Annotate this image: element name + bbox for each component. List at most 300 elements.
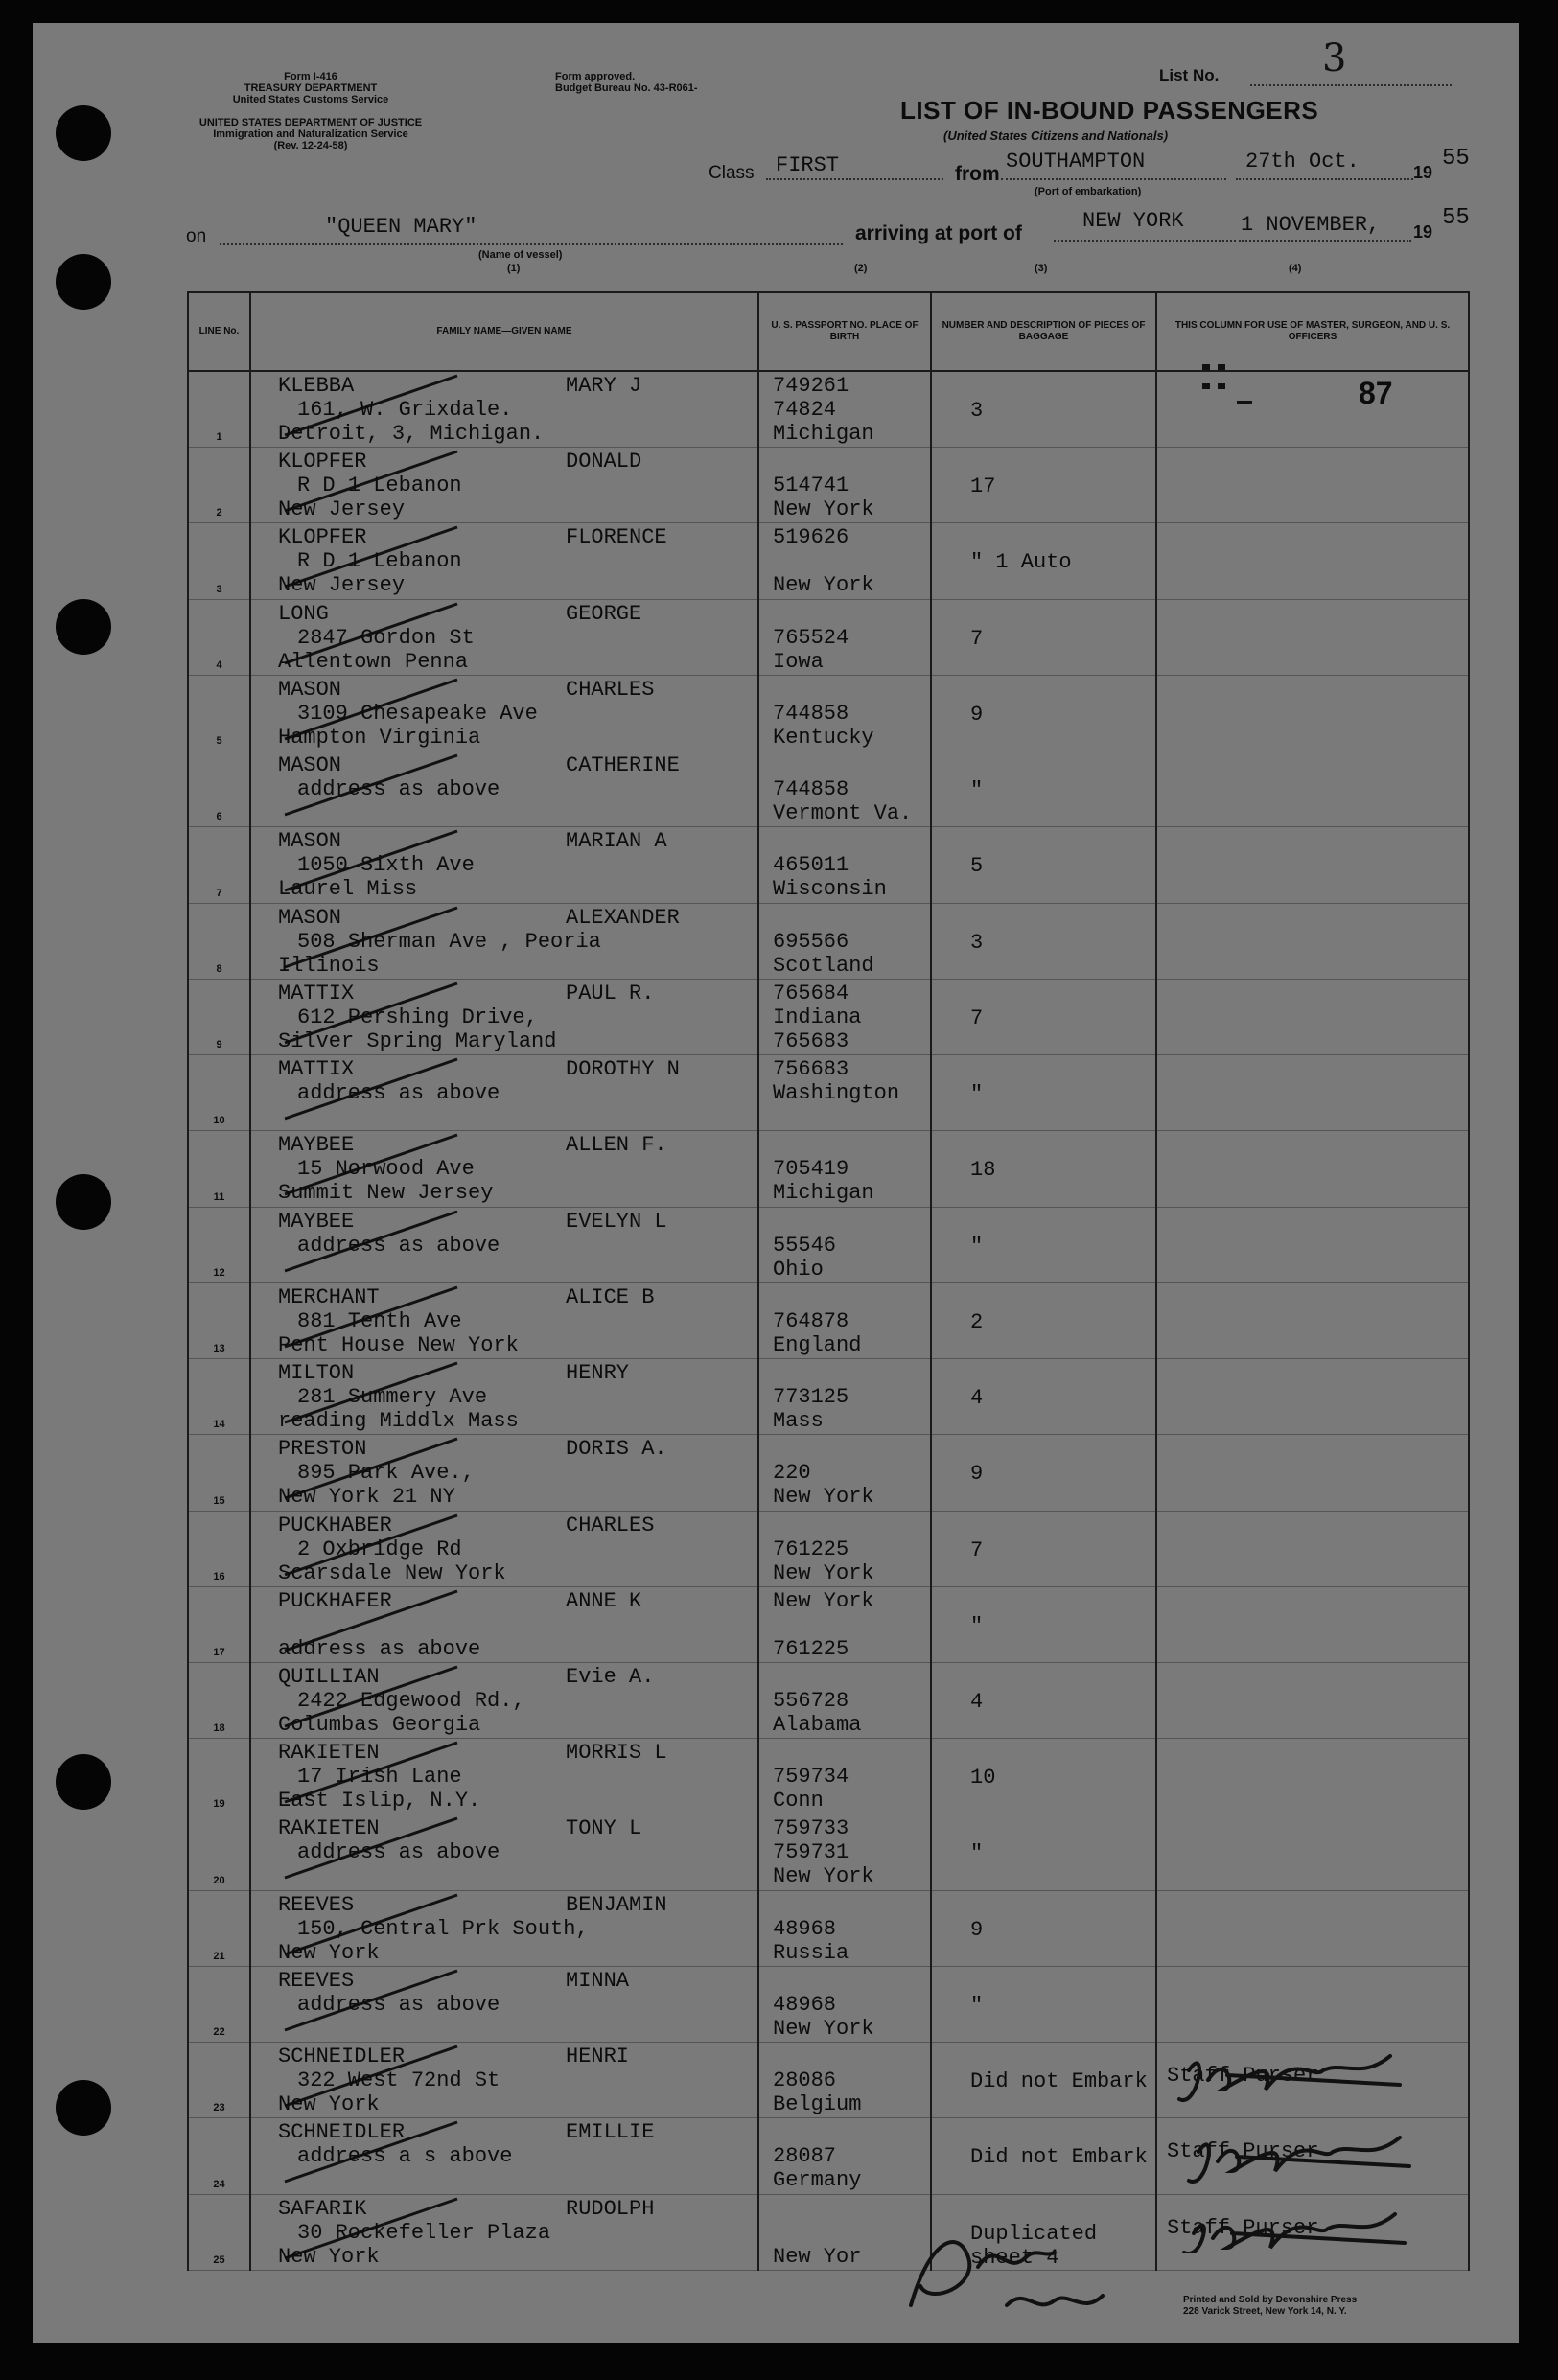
table-row (188, 1511, 1469, 1586)
given-name: TONY L (566, 1816, 642, 1841)
passport-line-3: New York (773, 497, 874, 522)
baggage-value: " (970, 1613, 984, 1638)
printer-address: 228 Varick Street, New York 14, N. Y. (1183, 2306, 1347, 2317)
baggage-value: 7 (970, 1537, 984, 1562)
address-line-1: 30 Rockefeller Plaza (297, 2220, 551, 2245)
baggage-value: 17 (970, 474, 996, 499)
given-name: PAUL R. (566, 981, 655, 1005)
line-cell (188, 1282, 250, 1358)
passport-line-3: Alabama (773, 1712, 862, 1737)
vessel-col-num: (1) (507, 263, 521, 274)
name-cell (250, 1282, 758, 1358)
address-line-2: Detroit, 3, Michigan. (278, 422, 545, 446)
form-justice-block (176, 117, 445, 151)
passport-line-2: 773125 (773, 1385, 849, 1410)
address-line-1: address as above (297, 1081, 500, 1106)
baggage-value: 3 (970, 930, 984, 955)
vessel-name: "QUEEN MARY" (325, 215, 477, 239)
passport-line-3: New York (773, 2016, 874, 2041)
arrival-date: 1 NOVEMBER, (1241, 213, 1381, 237)
line-cell (188, 1890, 250, 1966)
passport-line-2: 765524 (773, 625, 849, 650)
baggage-cell (931, 979, 1156, 1054)
name-cell (250, 371, 758, 448)
line-cell (188, 523, 250, 599)
baggage-value: 10 (970, 1766, 996, 1791)
name-cell (250, 523, 758, 599)
form-approval (555, 71, 698, 94)
passport-line-3: New Yor (773, 2244, 862, 2269)
punch-hole (56, 2080, 111, 2136)
address-line-1: 17 Irish Lane (297, 1765, 462, 1790)
name-cell (250, 1359, 758, 1435)
passport-cell (758, 1739, 931, 1814)
line-number: 22 (213, 2026, 225, 2039)
printer-credit (1183, 2295, 1357, 2318)
given-name: EMILLIE (566, 2120, 655, 2145)
line-cell (188, 903, 250, 979)
baggage-cell (931, 1282, 1156, 1358)
family-name: RAKIETEN (278, 1741, 380, 1766)
col-officers-header: THIS COLUMN FOR USE OF MASTER, SURGEON, AND U. S. OFFICERS (1156, 292, 1469, 371)
baggage-cell (931, 371, 1156, 448)
family-name: MILTON (278, 1361, 355, 1386)
passport-line-2: 48968 (773, 1916, 837, 1941)
address-line-1: address a s above (297, 2144, 513, 2169)
arriving-label: arriving at port of (855, 222, 1022, 244)
family-name: PRESTON (278, 1437, 367, 1462)
address-line-2: New Jersey (278, 497, 406, 522)
name-cell (250, 751, 758, 827)
baggage-cell (931, 1511, 1156, 1586)
table-row (188, 1055, 1469, 1131)
table-row (188, 1359, 1469, 1435)
address-line-1: address as above (297, 1233, 500, 1258)
line-number: 24 (213, 2178, 225, 2190)
baggage-value: " (970, 1841, 984, 1866)
punch-hole (56, 1754, 111, 1810)
arrival-century: 19 (1413, 222, 1433, 242)
passport-line-3: 765683 (773, 1028, 849, 1053)
address-line-1: 15 Norwood Ave (297, 1157, 475, 1182)
given-name: MARY J (566, 374, 642, 398)
passport-cell (758, 903, 931, 979)
baggage-cell (931, 1435, 1156, 1511)
baggage-value: Duplicated sheet 4 (970, 2221, 1098, 2270)
officer-cell (1156, 1055, 1469, 1131)
baggage-cell (931, 751, 1156, 827)
col-num-3: (3) (1035, 263, 1048, 274)
name-cell (250, 1814, 758, 1890)
address-line-1: 322 West 72nd St (297, 2068, 500, 2093)
family-name: MASON (278, 829, 342, 854)
baggage-cell (931, 1662, 1156, 1738)
family-name: MAYBEE (278, 1133, 355, 1158)
given-name: ALICE B (566, 1284, 655, 1309)
officer-note: Staff Purser (1167, 2064, 1319, 2089)
address-line-2: Laurel Miss (278, 877, 418, 902)
family-name: LONG (278, 601, 329, 626)
address-line-1: R D 1 Lebanon (297, 549, 462, 574)
officer-cell (1156, 1814, 1469, 1890)
passport-cell (758, 979, 931, 1054)
passport-line-2: 764878 (773, 1308, 849, 1333)
officer-cell (1156, 448, 1469, 523)
baggage-cell (931, 523, 1156, 599)
passport-line-2: 744858 (773, 777, 849, 802)
line-cell (188, 827, 250, 903)
address-line-1: R D 1 Lebanon (297, 474, 462, 498)
address-line-2: East Islip, N.Y. (278, 1789, 481, 1814)
passport-line-3: New York (773, 1864, 874, 1889)
line-cell (188, 1814, 250, 1890)
line-number: 6 (216, 811, 222, 823)
passport-line-1: 756683 (773, 1057, 849, 1082)
officer-cell (1156, 1739, 1469, 1814)
line-cell (188, 1207, 250, 1282)
address-line-2: Columbas Georgia (278, 1712, 481, 1737)
list-no-label: List No. (1159, 66, 1220, 84)
name-cell (250, 1511, 758, 1586)
baggage-cell (931, 675, 1156, 751)
baggage-value: 3 (970, 399, 984, 423)
passport-cell (758, 523, 931, 599)
vessel-line (220, 243, 843, 245)
passport-line-3: Belgium (773, 2092, 862, 2117)
line-number: 14 (213, 1419, 225, 1431)
officer-cell (1156, 827, 1469, 903)
address-line-1: 1050 Sixth Ave (297, 853, 475, 878)
punch-hole (56, 105, 111, 161)
line-number: 9 (216, 1039, 222, 1051)
officer-cell (1156, 979, 1469, 1054)
baggage-value: 4 (970, 1689, 984, 1714)
name-cell (250, 1662, 758, 1738)
family-name: SAFARIK (278, 2196, 367, 2221)
line-number: 19 (213, 1798, 225, 1811)
baggage-value: 2 (970, 1309, 984, 1334)
passport-cell (758, 751, 931, 827)
family-name: MASON (278, 753, 342, 778)
passport-line-3: Russia (773, 1940, 849, 1965)
passport-line-3: Scotland (773, 953, 874, 978)
arrival-port: NEW YORK (1082, 209, 1184, 233)
officer-cell (1156, 1282, 1469, 1358)
class-label: Class (709, 163, 755, 183)
baggage-value: 18 (970, 1158, 996, 1183)
table-row (188, 1890, 1469, 1966)
address-line-2: New York (278, 2244, 380, 2269)
officer-note: Staff Purser (1167, 2139, 1319, 2164)
col-baggage-header: NUMBER AND DESCRIPTION OF PIECES OF BAGGAGE (931, 292, 1156, 371)
line-cell (188, 751, 250, 827)
passport-cell (758, 2043, 931, 2118)
passport-line-2: Indiana (773, 1005, 862, 1029)
line-number: 20 (213, 1874, 225, 1886)
address-line-1: 281 Summery Ave (297, 1385, 488, 1410)
table-row (188, 599, 1469, 675)
table-row (188, 1282, 1469, 1358)
given-name: Evie A. (566, 1664, 655, 1689)
baggage-cell (931, 1814, 1156, 1890)
address-line-1: 2422 Edgewood Rd., (297, 1688, 525, 1713)
form-customs: United States Customs Service (232, 94, 389, 105)
given-name: GEORGE (566, 601, 642, 626)
name-cell (250, 1055, 758, 1131)
passport-cell (758, 675, 931, 751)
line-number: 13 (213, 1343, 225, 1355)
family-name: KLOPFER (278, 450, 367, 474)
family-name: MASON (278, 677, 342, 702)
baggage-cell (931, 2043, 1156, 2118)
passport-line-2: 556728 (773, 1688, 849, 1713)
passport-line-3: New York (773, 1485, 874, 1510)
punch-hole (56, 254, 111, 310)
port-caption: (Port of embarkation) (1035, 186, 1142, 197)
given-name: DONALD (566, 450, 642, 474)
name-cell (250, 1966, 758, 2042)
officer-cell (1156, 1511, 1469, 1586)
baggage-value: 7 (970, 1005, 984, 1030)
table-row (188, 1814, 1469, 1890)
line-number: 8 (216, 962, 222, 975)
form-treasury: TREASURY DEPARTMENT (244, 82, 378, 94)
table-row (188, 675, 1469, 751)
passport-line-3: Mass (773, 1409, 824, 1434)
line-cell (188, 1131, 250, 1207)
line-number: 2 (216, 507, 222, 520)
line-number: 4 (216, 659, 222, 671)
baggage-value: 9 (970, 702, 984, 727)
passport-cell (758, 827, 931, 903)
list-no-line (1250, 84, 1452, 86)
family-name: MAYBEE (278, 1209, 355, 1234)
passport-line-2: 695566 (773, 929, 849, 954)
line-cell (188, 1511, 250, 1586)
table-row (188, 1131, 1469, 1207)
passport-line-2: 744858 (773, 701, 849, 726)
name-cell (250, 2194, 758, 2270)
line-number: 5 (216, 735, 222, 748)
passport-line-3: England (773, 1332, 862, 1357)
address-line-1: address as above (297, 777, 500, 802)
address-line-2: Summit New Jersey (278, 1181, 494, 1206)
address-line-1: 508 Sherman Ave , Peoria (297, 929, 601, 954)
family-name: KLEBBA (278, 374, 355, 398)
baggage-cell (931, 1359, 1156, 1435)
officer-cell (1156, 1890, 1469, 1966)
name-cell (250, 1739, 758, 1814)
family-name: REEVES (278, 1968, 355, 1993)
officer-note: 87 (1359, 376, 1393, 410)
table-row (188, 1435, 1469, 1511)
given-name: CHARLES (566, 1513, 655, 1537)
line-cell (188, 2194, 250, 2270)
officer-stamp-marks (1198, 355, 1285, 431)
passport-line-3: Germany (773, 2168, 862, 2193)
family-name: MASON (278, 905, 342, 930)
baggage-cell (931, 1586, 1156, 1662)
line-cell (188, 2043, 250, 2118)
passport-line-1: New York (773, 1588, 874, 1613)
name-cell (250, 1890, 758, 1966)
officer-cell (1156, 675, 1469, 751)
given-name: HENRY (566, 1361, 630, 1386)
family-name: PUCKHAFER (278, 1588, 392, 1613)
baggage-value: Did not Embark (970, 2069, 1148, 2094)
baggage-value: 9 (970, 1462, 984, 1487)
passport-line-2: 705419 (773, 1157, 849, 1182)
passport-cell (758, 371, 931, 448)
name-cell (250, 1207, 758, 1282)
passport-line-2: 28087 (773, 2144, 837, 2169)
passport-cell (758, 1890, 931, 1966)
list-no-value: 3 (1322, 36, 1347, 81)
passport-cell (758, 1131, 931, 1207)
officer-cell (1156, 903, 1469, 979)
passport-cell (758, 448, 931, 523)
baggage-cell (931, 1131, 1156, 1207)
line-number: 16 (213, 1570, 225, 1583)
on-label: on (186, 226, 207, 246)
name-cell (250, 827, 758, 903)
baggage-value: " (970, 778, 984, 803)
family-name: MATTIX (278, 981, 355, 1005)
date-line (1236, 178, 1413, 180)
page-subtitle: (United States Citizens and Nationals) (943, 128, 1169, 143)
name-cell (250, 1435, 758, 1511)
table-row (188, 1662, 1469, 1738)
port-line (1001, 178, 1226, 180)
name-cell (250, 599, 758, 675)
officer-cell (1156, 1359, 1469, 1435)
line-number: 18 (213, 1722, 225, 1735)
family-name: SCHNEIDLER (278, 2120, 406, 2145)
line-number: 1 (216, 431, 222, 444)
baggage-cell (931, 448, 1156, 523)
line-number: 10 (213, 1115, 225, 1127)
given-name: EVELYN L (566, 1209, 667, 1234)
address-line-1: 150, Central Prk South, (297, 1916, 589, 1941)
given-name: ALEXANDER (566, 905, 680, 930)
passport-line-2: 514741 (773, 474, 849, 498)
passport-line-2: 55546 (773, 1233, 837, 1258)
col-line-header: LINE No. (188, 292, 250, 371)
table-row (188, 523, 1469, 599)
table-row (188, 1207, 1469, 1282)
address-line-2: address as above (278, 1636, 481, 1661)
passport-line-2: 48968 (773, 1992, 837, 2017)
family-name: REEVES (278, 1892, 355, 1917)
baggage-value: " 1 Auto (970, 550, 1072, 575)
table-row (188, 903, 1469, 979)
passport-line-1: 759733 (773, 1816, 849, 1841)
officer-cell (1156, 1662, 1469, 1738)
line-cell (188, 371, 250, 448)
table-row (188, 448, 1469, 523)
family-name: QUILLIAN (278, 1664, 380, 1689)
embark-year: 55 (1442, 146, 1470, 172)
officer-cell (1156, 1435, 1469, 1511)
passport-line-3: Kentucky (773, 725, 874, 750)
table-row (188, 827, 1469, 903)
line-number: 7 (216, 887, 222, 899)
line-cell (188, 2118, 250, 2194)
baggage-cell (931, 1739, 1156, 1814)
passport-cell (758, 1055, 931, 1131)
table-row (188, 1739, 1469, 1814)
baggage-cell (931, 599, 1156, 675)
class-value: FIRST (776, 153, 840, 177)
printer-name: Printed and Sold by Devonshire Press (1183, 2295, 1358, 2305)
passport-line-2: 74824 (773, 398, 837, 422)
given-name: ALLEN F. (566, 1133, 667, 1158)
form-immigration: Immigration and Naturalization Service (213, 128, 408, 140)
vessel-caption: (Name of vessel) (478, 249, 563, 261)
line-cell (188, 1359, 250, 1435)
col-num-4: (4) (1289, 263, 1302, 274)
officer-cell (1156, 1131, 1469, 1207)
table-row (188, 979, 1469, 1054)
passport-cell (758, 2118, 931, 2194)
address-line-2: Scarsdale New York (278, 1560, 506, 1585)
baggage-value: " (970, 1082, 984, 1107)
passport-cell (758, 1207, 931, 1282)
line-number: 12 (213, 1266, 225, 1279)
passport-line-2: 28086 (773, 2068, 837, 2093)
embark-century: 19 (1413, 163, 1433, 182)
family-name: MATTIX (278, 1057, 355, 1082)
given-name: DORIS A. (566, 1437, 667, 1462)
baggage-cell (931, 2118, 1156, 2194)
address-line-2: Allentown Penna (278, 649, 469, 674)
address-line-2: Illinois (278, 953, 380, 978)
passport-cell (758, 1814, 931, 1890)
passport-line-1: 765684 (773, 981, 849, 1005)
name-cell (250, 675, 758, 751)
family-name: KLOPFER (278, 525, 367, 550)
passport-line-3: 761225 (773, 1636, 849, 1661)
from-label: from (955, 163, 1000, 185)
line-cell (188, 1739, 250, 1814)
line-cell (188, 979, 250, 1054)
baggage-cell (931, 903, 1156, 979)
officer-cell (1156, 751, 1469, 827)
initials-signature (892, 2219, 1122, 2324)
passport-cell (758, 1662, 931, 1738)
document-page (33, 23, 1519, 2343)
passport-line-2: Washington (773, 1081, 900, 1106)
line-cell (188, 1662, 250, 1738)
given-name: ANNE K (566, 1588, 642, 1613)
table-row (188, 1966, 1469, 2042)
passport-line-3: Conn (773, 1789, 824, 1814)
family-name: SCHNEIDLER (278, 2045, 406, 2069)
line-cell (188, 1586, 250, 1662)
address-line-2: New York (278, 2092, 380, 2117)
address-line-2: reading Middlx Mass (278, 1409, 519, 1434)
address-line-1: address as above (297, 1992, 500, 2017)
line-number: 25 (213, 2254, 225, 2266)
col-name-header: FAMILY NAME—GIVEN NAME (250, 292, 758, 371)
passport-line-3: Wisconsin (773, 877, 887, 902)
line-cell (188, 1435, 250, 1511)
passport-line-3: Michigan (773, 422, 874, 446)
name-cell (250, 1586, 758, 1662)
given-name: RUDOLPH (566, 2196, 655, 2221)
name-cell (250, 1131, 758, 1207)
line-cell (188, 675, 250, 751)
